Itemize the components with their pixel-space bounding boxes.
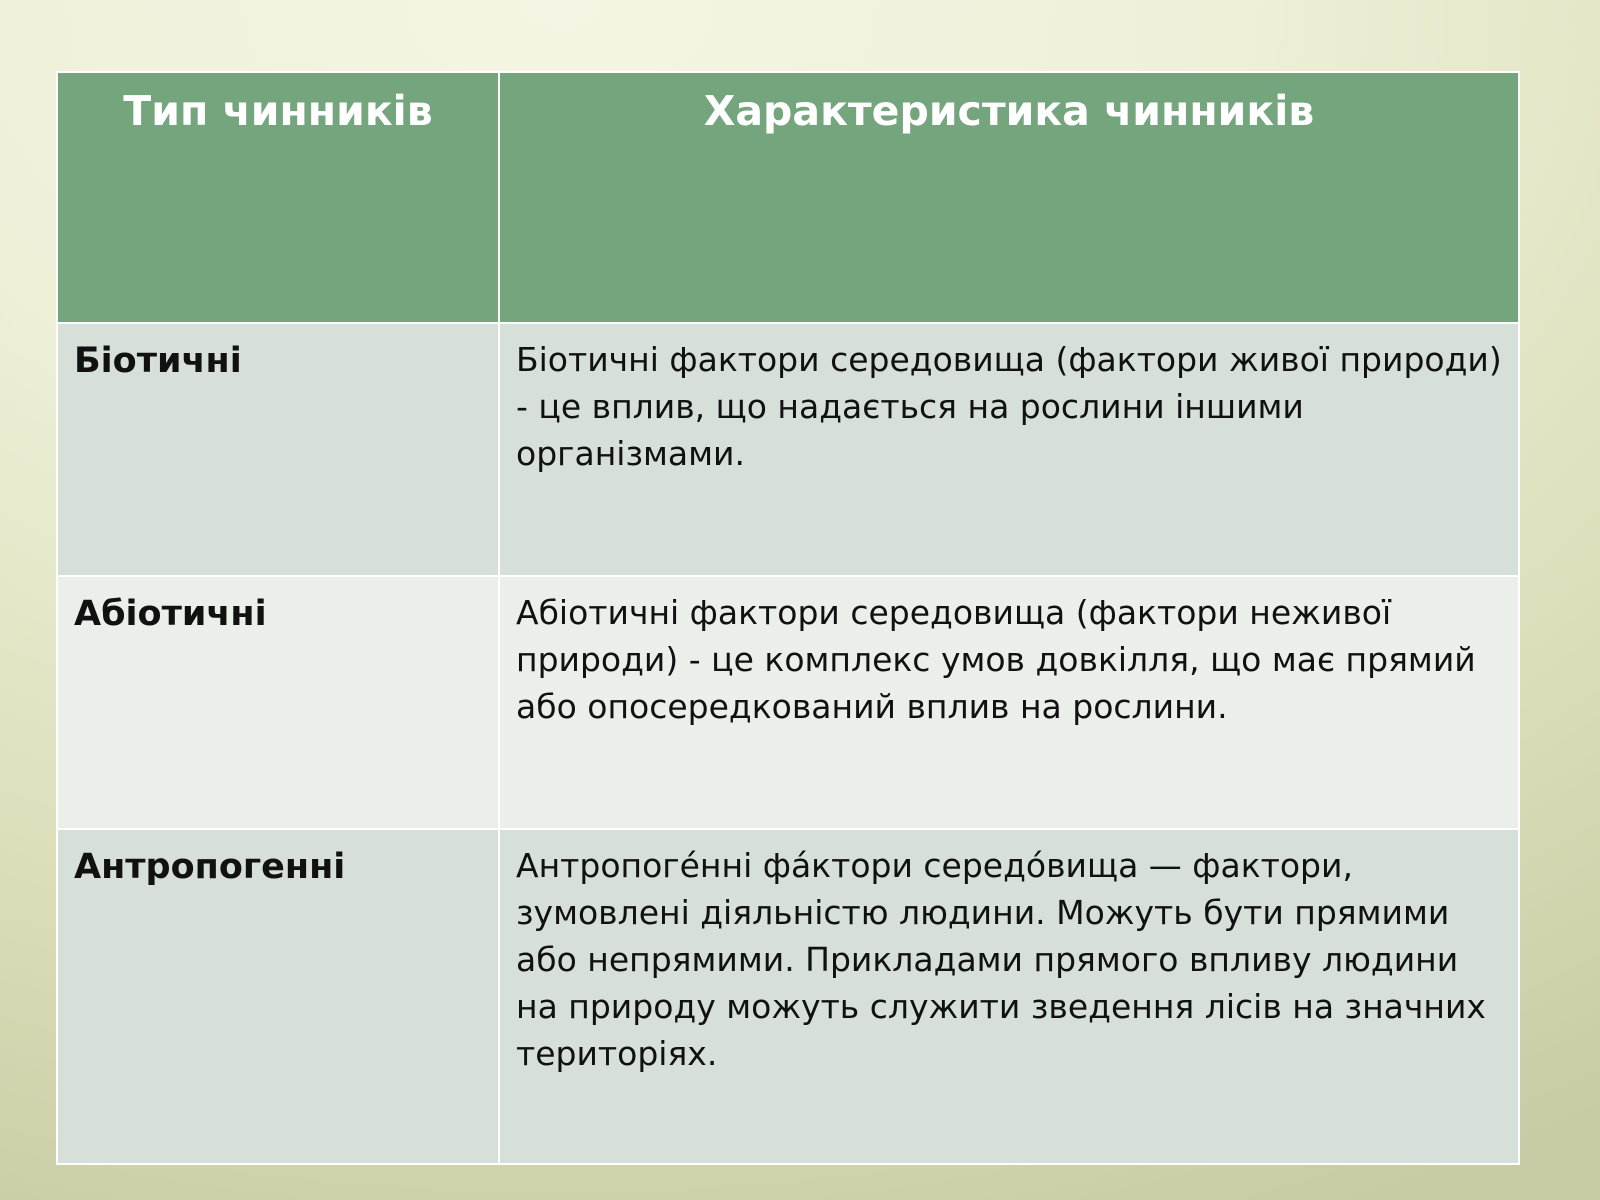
factors-table bbox=[56, 71, 1520, 1165]
factor-type-cell: Абіотичні bbox=[57, 576, 499, 829]
table-row-biotic bbox=[57, 323, 1519, 576]
header-factor-type: Тип чинників bbox=[57, 72, 499, 323]
table-header-row bbox=[57, 72, 1519, 323]
header-factor-description: Характеристика чинників bbox=[499, 72, 1519, 323]
factor-description-cell: Антропоге́нні фа́ктори середо́вища — фактори, зумовлені діяльністю людини. Можуть бути прямими або непрямими. Прикладами прямого впливу людини на природу можуть служити зведення лісів на значних територіях. bbox=[499, 829, 1519, 1164]
factor-description-cell: Біотичні фактори середовища (фактори живої природи) - це вплив, що надається на рослини іншими організмами. bbox=[499, 323, 1519, 576]
factor-description-cell: Абіотичні фактори середовища (фактори неживої природи) - це комплекс умов довкілля, що має прямий або опосередкований вплив на рослини. bbox=[499, 576, 1519, 829]
factor-type-cell: Біотичні bbox=[57, 323, 499, 576]
factor-type-cell: Антропогенні bbox=[57, 829, 499, 1164]
table-row-abiotic bbox=[57, 576, 1519, 829]
table-row-anthropogenic bbox=[57, 829, 1519, 1164]
